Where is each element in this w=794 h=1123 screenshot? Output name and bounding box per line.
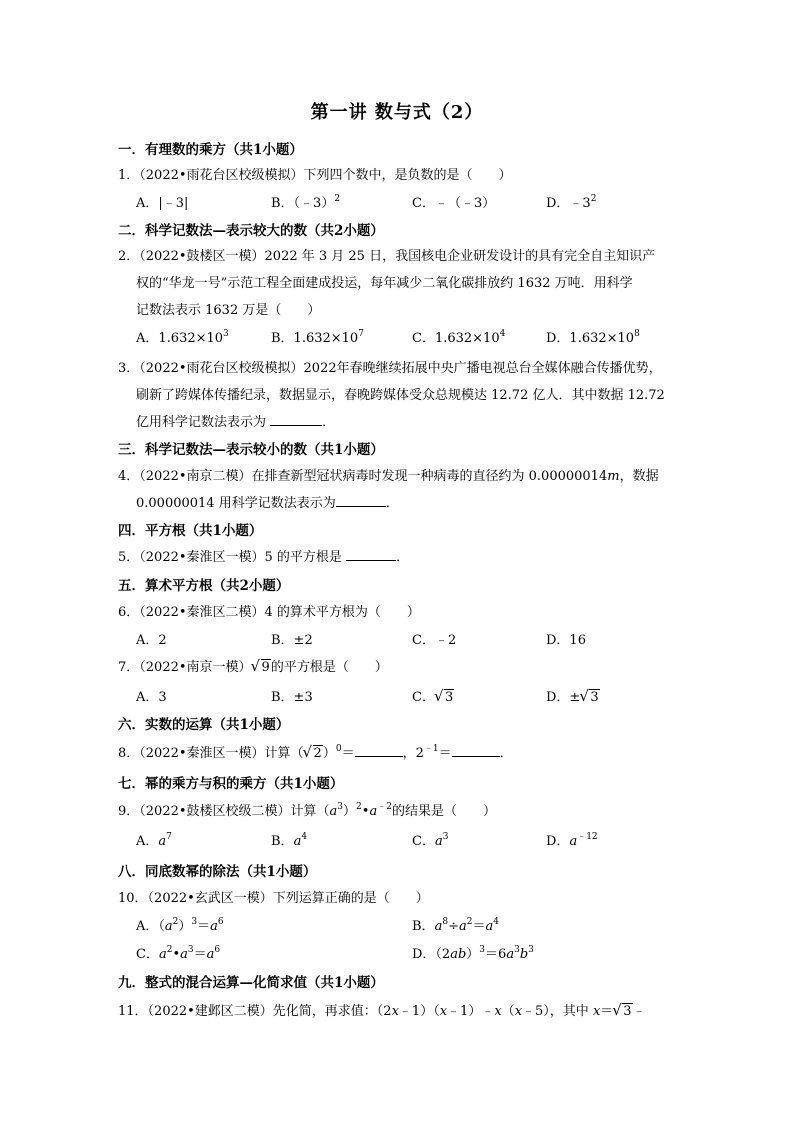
q1-option-a: A．|﹣3| [136, 196, 189, 211]
q1-option-d: D．$﹣3^2$ [546, 194, 597, 211]
answer-blank [336, 494, 386, 507]
question-2-line: 2．（2022•鼓楼区一模）2022 年 3 月 25 日，我国核电企业研发设计的具有完全自主知识产 [118, 249, 656, 264]
answer-blank [355, 744, 403, 757]
section-heading: 七．幂的乘方与积的乘方（共1小题） [118, 776, 344, 792]
q7-option-c: C．√ 3 [412, 686, 454, 705]
q10-option-a: A．$(a^2)^3=a^6$ [136, 917, 224, 934]
q9-option-a: A．$a^7$ [136, 832, 172, 849]
question-7-stem: 7．（2022•南京一模）√ 9的平方根是（ ） [118, 656, 388, 675]
question-3-line: 亿用科学记数法表示为 ． [136, 415, 336, 430]
question-8-stem: 8．（2022•秦淮区一模）计算（√ 2）$^0$＝ ，$2^{﹣1}=$ ． [118, 742, 513, 761]
q10-option-c: C．$a^2•a^3=a^6$ [136, 945, 221, 962]
q1-option-b: B．（﹣3）$^2$ [271, 194, 341, 211]
question-1-stem: 1．（2022•雨花台区校级模拟）下列四个数中，是负数的是（ ） [118, 168, 512, 183]
question-3-line: 刷新了跨媒体传播纪录，数据显示，春晚跨媒体受众总规模达 12.72 亿人．其中数据 12.72 [136, 388, 665, 403]
page-title: 第一讲 数与式（2） [310, 102, 484, 123]
question-10-stem: 10．（2022•玄武区一模）下列运算正确的是（ ） [118, 891, 429, 906]
q9-option-b: B．$a^4$ [271, 832, 308, 849]
section-heading: 九．整式的混合运算—化简求值（共1小题） [118, 975, 384, 991]
section-heading: 三．科学记数法—表示较小的数（共1小题） [118, 442, 384, 458]
q6-option-c: C．﹣2 [412, 633, 457, 648]
question-9-stem: 9．（2022•鼓楼区校级二模）计算$(a^3)^2•a^{﹣2}$的结果是（ ） [118, 802, 496, 819]
question-6-stem: 6．（2022•秦淮区二模）4 的算术平方根为（ ） [118, 605, 420, 620]
sqrt-expression: √ 9 [252, 660, 271, 675]
question-5-stem: 5．（2022•秦淮区一模）5 的平方根是 ． [118, 550, 410, 565]
q10-option-d: D．$(2ab)^3=6a^3b^3$ [412, 945, 534, 962]
q6-option-d: D．16 [546, 633, 586, 648]
answer-blank [452, 744, 500, 757]
q9-option-d: D．$a^{﹣12}$ [546, 832, 598, 849]
q7-option-b: B．±3 [271, 690, 313, 705]
section-heading: 二．科学记数法—表示较大的数（共2小题） [118, 223, 384, 239]
answer-blank [346, 548, 396, 561]
q6-option-a: A．2 [136, 633, 167, 648]
question-2-line: 记数法表示 1632 万是（ ） [136, 303, 321, 318]
answer-blank [270, 413, 322, 426]
section-heading: 八．同底数幂的除法（共1小题） [118, 864, 317, 880]
q9-option-c: C．$a^3$ [412, 832, 449, 849]
q2-option-d: D．$1.632\times 10^8$ [546, 329, 640, 346]
q2-option-a: A．$1.632\times 10^3$ [136, 329, 229, 346]
question-11-stem: 11．（2022•建邺区二模）先化简，再求值：（2x﹣1）（x﹣1）﹣x（x﹣5），其中 x＝√ 3﹣ [118, 1000, 646, 1019]
section-heading: 六．实数的运算（共1小题） [118, 717, 290, 733]
q7-option-d: D．±√ 3 [546, 686, 600, 705]
question-4-line: 4．（2022•南京二模）在排查新型冠状病毒时发现一种病毒的直径约为 0.00000014m，数据 [118, 469, 659, 484]
section-heading: 四．平方根（共1小题） [118, 523, 263, 539]
q1-option-c: C．﹣（﹣3） [412, 196, 496, 211]
q10-option-b: B．$a^8\div a^2=a^4$ [412, 917, 499, 934]
q7-option-a: A．3 [136, 690, 167, 705]
question-4-line: 0.00000014 用科学记数法表示为 ． [136, 496, 399, 511]
q2-option-b: B．$1.632\times 10^7$ [271, 329, 364, 346]
question-2-line: 权的“华龙一号”示范工程全面建成投运，每年减少二氧化碳排放约 1632 万吨．用科学 [136, 276, 633, 291]
question-3-line: 3．（2022•雨花台区校级模拟）2022年春晚继续拓展中央广播电视总台全媒体融合传播优势， [118, 361, 662, 376]
section-heading: 一．有理数的乘方（共1小题） [118, 142, 303, 158]
q2-option-c: C．$1.632\times 10^4$ [412, 329, 506, 346]
section-heading: 五．算术平方根（共2小题） [118, 578, 290, 594]
q6-option-b: B．±2 [271, 633, 313, 648]
